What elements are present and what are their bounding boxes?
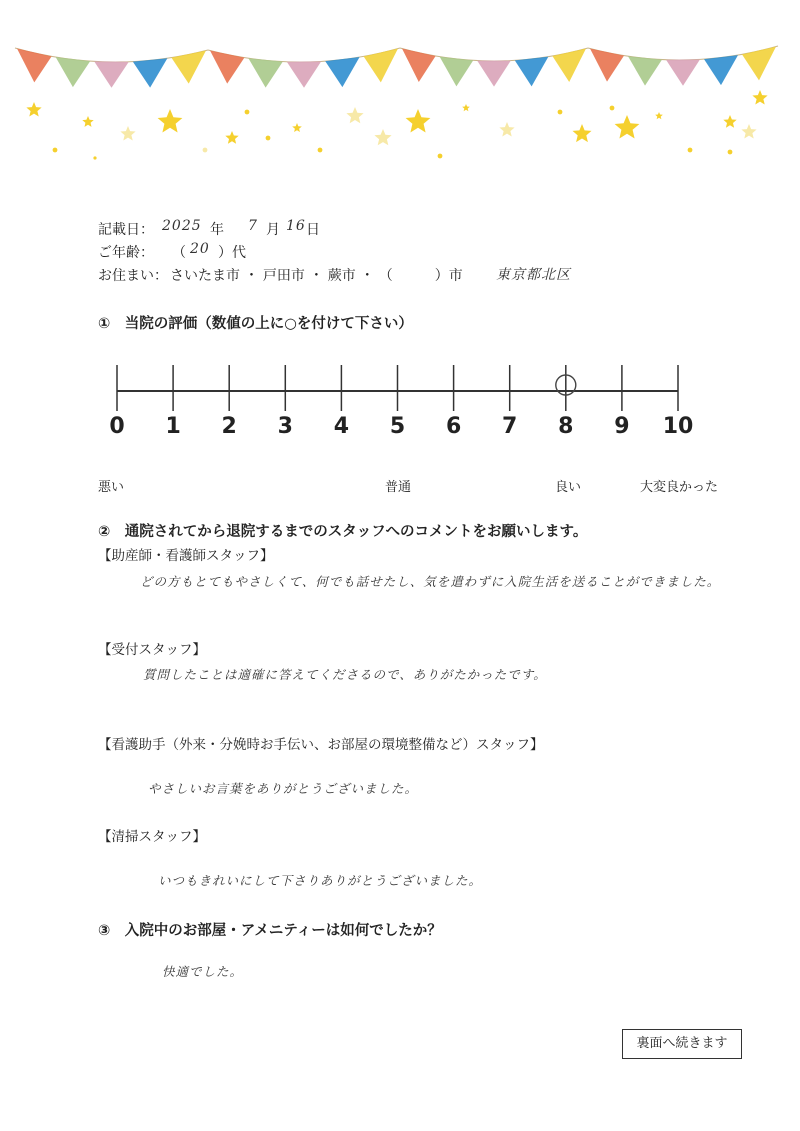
scale-number-8: 8 [558, 414, 574, 439]
midwife-label: 【助産師・看護師スタッフ】 [98, 548, 274, 564]
date-year: 2025 [162, 218, 202, 234]
scale-number-9: 9 [614, 414, 630, 439]
continue-on-back-note: 裏面へ続きます [622, 1029, 742, 1059]
scale-number-3: 3 [277, 414, 293, 439]
caption-great: 大変良かった [640, 480, 719, 495]
residence-label: お住まい： [98, 268, 168, 284]
month-unit: 月 [266, 222, 280, 238]
rating-scale [0, 0, 800, 470]
q3-title: ③ 入院中のお部屋・アメニティーは如何でしたか？ [98, 923, 442, 939]
assistant-comment: やさしいお言葉をありがとうございました。 [148, 781, 419, 796]
date-month: 7 [248, 218, 258, 234]
scale-number-10: 10 [662, 414, 694, 439]
cleaning-comment: いつもきれいにして下さりありがとうございました。 [158, 873, 483, 888]
date-day: 16 [286, 218, 306, 234]
q2-title: ② 通院されてから退院するまでのスタッフへのコメントをお願いします。 [98, 524, 588, 540]
scale-number-0: 0 [109, 414, 125, 439]
reception-label: 【受付スタッフ】 [98, 642, 206, 658]
scale-number-4: 4 [333, 414, 350, 439]
midwife-comment: どの方もとてもやさしくて、何でも話せたし、気を遣わずに入院生活を送ることができました。 [140, 574, 721, 589]
age-label: ご年齢： [98, 245, 154, 261]
q3-comment: 快適でした。 [162, 964, 244, 979]
scale-number-2: 2 [221, 414, 237, 439]
scale-ticks [117, 365, 678, 411]
cleaning-label: 【清掃スタッフ】 [98, 829, 206, 845]
scale-number-6: 6 [445, 414, 462, 439]
reception-comment: 質問したことは適確に答えてくださるので、ありがたかったです。 [143, 667, 547, 682]
scale-number-1: 1 [165, 414, 181, 439]
residence-written: 東京都北区 [496, 267, 571, 283]
age-open: （ [172, 245, 186, 261]
q1-title: ① 当院の評価（数値の上に○を付けて下さい） [98, 316, 413, 332]
caption-bad: 悪い [98, 480, 125, 495]
assistant-label: 【看護助手（外来・分娩時お手伝い、お部屋の環境整備など）スタッフ】 [98, 737, 544, 753]
scale-number-5: 5 [389, 414, 406, 439]
age-close: ）代 [218, 245, 246, 261]
residence-options: さいたま市 ・ 戸田市 ・ 蕨市 ・ （ ）市 [170, 268, 463, 284]
age-value: 20 [190, 241, 210, 257]
scale-number-7: 7 [502, 414, 518, 439]
year-unit: 年 [210, 222, 224, 238]
day-unit: 日 [306, 222, 320, 238]
caption-normal: 普通 [385, 480, 412, 495]
date-label: 記載日： [98, 222, 154, 238]
caption-good: 良い [555, 480, 582, 495]
